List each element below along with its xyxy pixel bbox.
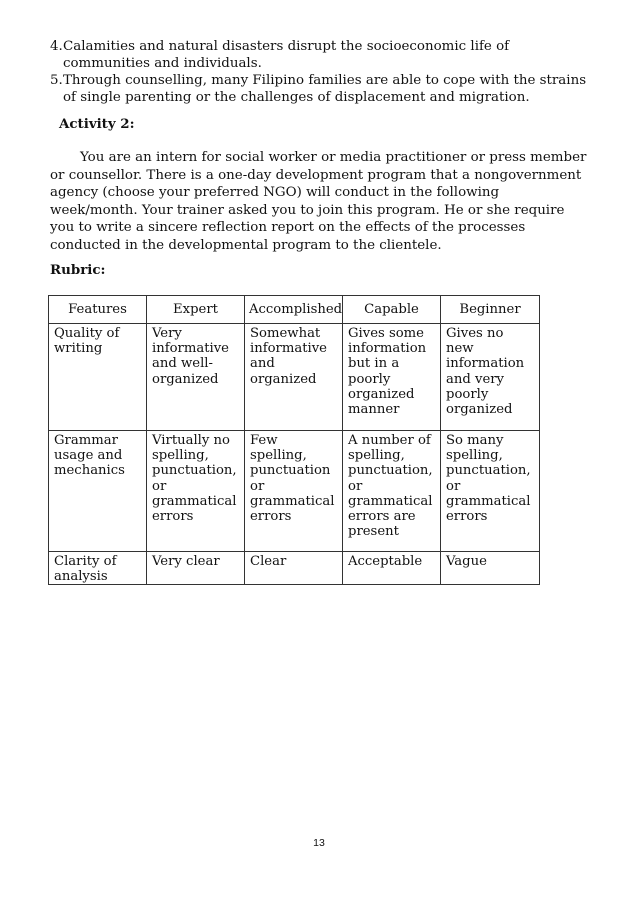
list-item-number: 4. [50,39,63,54]
table-cell: Clarity of analysis [49,552,147,585]
table-cell: Very clear [147,552,245,585]
table-row [49,552,540,585]
table-header-row [49,296,540,324]
table-cell: Quality of writing [49,324,147,431]
list-item-text: Through counselling, many Filipino families are able to cope with the strains of single parenting or the challenges of displacement and migration. [63,73,587,105]
table-cell: Grammar usage and mechanics [49,431,147,552]
table-cell: So many spelling, punctuation, or grammatical errors [441,431,540,552]
activity-paragraph-text: You are an intern for social worker or media practitioner or press member or counsellor. There is a one-day development program that a nongovernment agency (choose your preferred NGO) will conduct in the following week/month. Your trainer asked you to join this program. He or she require you to write a sincere reflection report on the effects of the processes conducted in the developmental program to the clientele. [50,150,587,253]
list-item-number: 5. [50,73,63,88]
column-header: Beginner [441,296,540,324]
table-cell: Somewhat informative and organized [245,324,343,431]
table-cell: Gives no new information and very poorly organized [441,324,540,431]
activity-heading: Activity 2: [59,116,135,132]
table-cell: Few spelling, punctuation or grammatical errors [245,431,343,552]
column-header: Features [49,296,147,324]
table-cell: Gives some information but in a poorly organized manner [343,324,441,431]
list-item-text: Calamities and natural disasters disrupt the socioeconomic life of communities and individuals. [63,39,510,71]
table-cell: Virtually no spelling, punctuation, or grammatical errors [147,431,245,552]
table-cell: A number of spelling, punctuation, or grammatical errors are present [343,431,441,552]
list-item [50,72,598,106]
table-cell: Clear [245,552,343,585]
table-cell: Acceptable [343,552,441,585]
rubric-heading: Rubric: [50,262,106,278]
column-header: Expert [147,296,245,324]
table-row [49,324,540,431]
table-row [49,431,540,552]
numbered-list [50,38,598,106]
rubric-table [48,295,540,585]
column-header: Capable [343,296,441,324]
table-cell: Vague [441,552,540,585]
activity-paragraph [50,149,590,255]
column-header: Accomplished [245,296,343,324]
table-cell: Very informative and well-organized [147,324,245,431]
page-number: 13 [313,837,325,849]
list-item [50,38,598,72]
